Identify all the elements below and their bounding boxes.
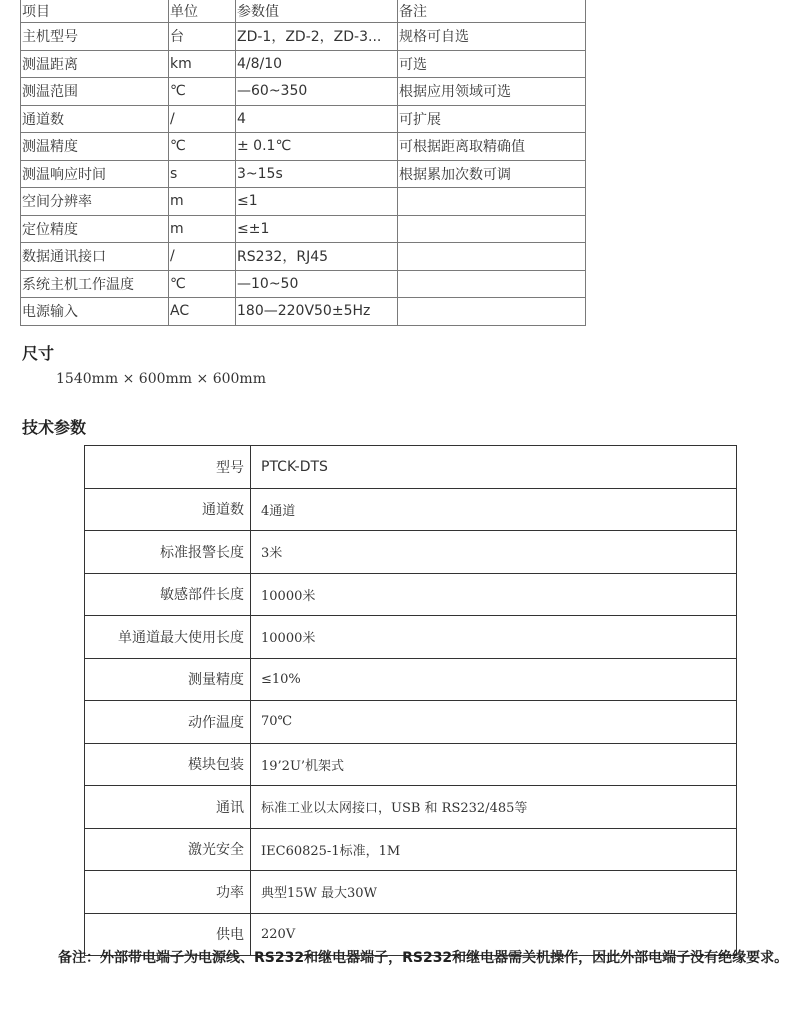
table-row <box>85 743 737 786</box>
param-value: IEC60825-1标准，1M <box>251 828 737 871</box>
table-row <box>85 701 737 744</box>
table-cell: 测温范围 <box>21 78 169 106</box>
table-row <box>21 105 586 133</box>
table-cell: 可选 <box>398 50 586 78</box>
param-value: PTCK-DTS <box>251 446 737 489</box>
table-cell: 测温精度 <box>21 133 169 161</box>
header-cell: 单位 <box>169 0 236 23</box>
table-cell: 定位精度 <box>21 215 169 243</box>
param-value: 10000米 <box>251 573 737 616</box>
table-cell: 可扩展 <box>398 105 586 133</box>
table-cell: 测温距离 <box>21 50 169 78</box>
table-cell <box>398 188 586 216</box>
param-label: 单通道最大使用长度 <box>85 616 251 659</box>
table-cell: 根据累加次数可调 <box>398 160 586 188</box>
table-row <box>21 298 586 326</box>
table-row <box>85 616 737 659</box>
table-cell: 180—220V50±5Hz <box>236 298 398 326</box>
table-row <box>21 78 586 106</box>
table-row <box>21 160 586 188</box>
table-row <box>21 215 586 243</box>
table-cell: ≤1 <box>236 188 398 216</box>
table-cell: 主机型号 <box>21 23 169 51</box>
spec-table-header <box>21 0 586 23</box>
table-cell <box>398 298 586 326</box>
table-cell: RS232，RJ45 <box>236 243 398 271</box>
param-value: 4通道 <box>251 488 737 531</box>
param-label: 测量精度 <box>85 658 251 701</box>
header-cell: 项目 <box>21 0 169 23</box>
param-label: 通道数 <box>85 488 251 531</box>
table-cell: m <box>169 215 236 243</box>
param-label: 供电 <box>85 913 251 956</box>
table-cell: ZD-1，ZD-2，ZD-3... <box>236 23 398 51</box>
table-row <box>85 828 737 871</box>
table-cell: 根据应用领域可选 <box>398 78 586 106</box>
tech-params-heading: 技术参数 <box>22 418 87 437</box>
table-row <box>21 50 586 78</box>
table-cell: ℃ <box>169 270 236 298</box>
table-cell: ℃ <box>169 78 236 106</box>
param-value: 70℃ <box>251 701 737 744</box>
param-label: 通讯 <box>85 786 251 829</box>
table-row <box>85 786 737 829</box>
param-value: 19’2U’机架式 <box>251 743 737 786</box>
table-row <box>21 23 586 51</box>
table-cell: 通道数 <box>21 105 169 133</box>
tech-params-table <box>84 445 737 956</box>
table-cell: 3~15s <box>236 160 398 188</box>
table-cell: 系统主机工作温度 <box>21 270 169 298</box>
table-cell: ℃ <box>169 133 236 161</box>
table-cell <box>398 215 586 243</box>
table-cell: / <box>169 243 236 271</box>
table-cell: / <box>169 105 236 133</box>
table-cell: 数据通讯接口 <box>21 243 169 271</box>
table-cell: 电源输入 <box>21 298 169 326</box>
table-cell: ≤±1 <box>236 215 398 243</box>
size-dimensions: 1540mm × 600mm × 600mm <box>56 371 266 387</box>
table-cell: 测温响应时间 <box>21 160 169 188</box>
table-row <box>21 243 586 271</box>
table-cell: 空间分辨率 <box>21 188 169 216</box>
param-label: 标准报警长度 <box>85 531 251 574</box>
table-row <box>85 871 737 914</box>
param-value: 3米 <box>251 531 737 574</box>
table-row <box>21 270 586 298</box>
param-value: 220V <box>251 913 737 956</box>
table-row <box>85 488 737 531</box>
remark-text: 备注：外部带电端子为电源线、RS232和继电器端子，RS232和继电器需关机操作，因此外部电端子没有绝缘要求。 <box>58 950 789 966</box>
table-cell: 4 <box>236 105 398 133</box>
table-cell <box>398 243 586 271</box>
table-cell: 规格可自选 <box>398 23 586 51</box>
table-cell: m <box>169 188 236 216</box>
param-value: ≤10% <box>251 658 737 701</box>
table-cell: km <box>169 50 236 78</box>
param-label: 敏感部件长度 <box>85 573 251 616</box>
header-cell: 参数值 <box>236 0 398 23</box>
spec-table-main <box>20 0 586 326</box>
param-label: 型号 <box>85 446 251 489</box>
table-row <box>85 658 737 701</box>
param-value: 10000米 <box>251 616 737 659</box>
param-value: 典型15W 最大30W <box>251 871 737 914</box>
table-cell <box>398 270 586 298</box>
param-label: 功率 <box>85 871 251 914</box>
table-cell: s <box>169 160 236 188</box>
header-cell: 备注 <box>398 0 586 23</box>
table-row <box>85 531 737 574</box>
table-row <box>21 188 586 216</box>
table-row <box>85 446 737 489</box>
table-row <box>85 573 737 616</box>
param-label: 激光安全 <box>85 828 251 871</box>
table-cell: 4/8/10 <box>236 50 398 78</box>
table-cell: AC <box>169 298 236 326</box>
table-cell: 台 <box>169 23 236 51</box>
table-cell: —10~50 <box>236 270 398 298</box>
remark-note <box>22 938 790 978</box>
table-cell: ± 0.1℃ <box>236 133 398 161</box>
table-row <box>21 133 586 161</box>
param-value: 标准工业以太网接口，USB 和 RS232/485等 <box>251 786 737 829</box>
table-cell: 可根据距离取精确值 <box>398 133 586 161</box>
param-label: 模块包装 <box>85 743 251 786</box>
param-label: 动作温度 <box>85 701 251 744</box>
table-cell: —60~350 <box>236 78 398 106</box>
size-heading: 尺寸 <box>22 344 55 363</box>
